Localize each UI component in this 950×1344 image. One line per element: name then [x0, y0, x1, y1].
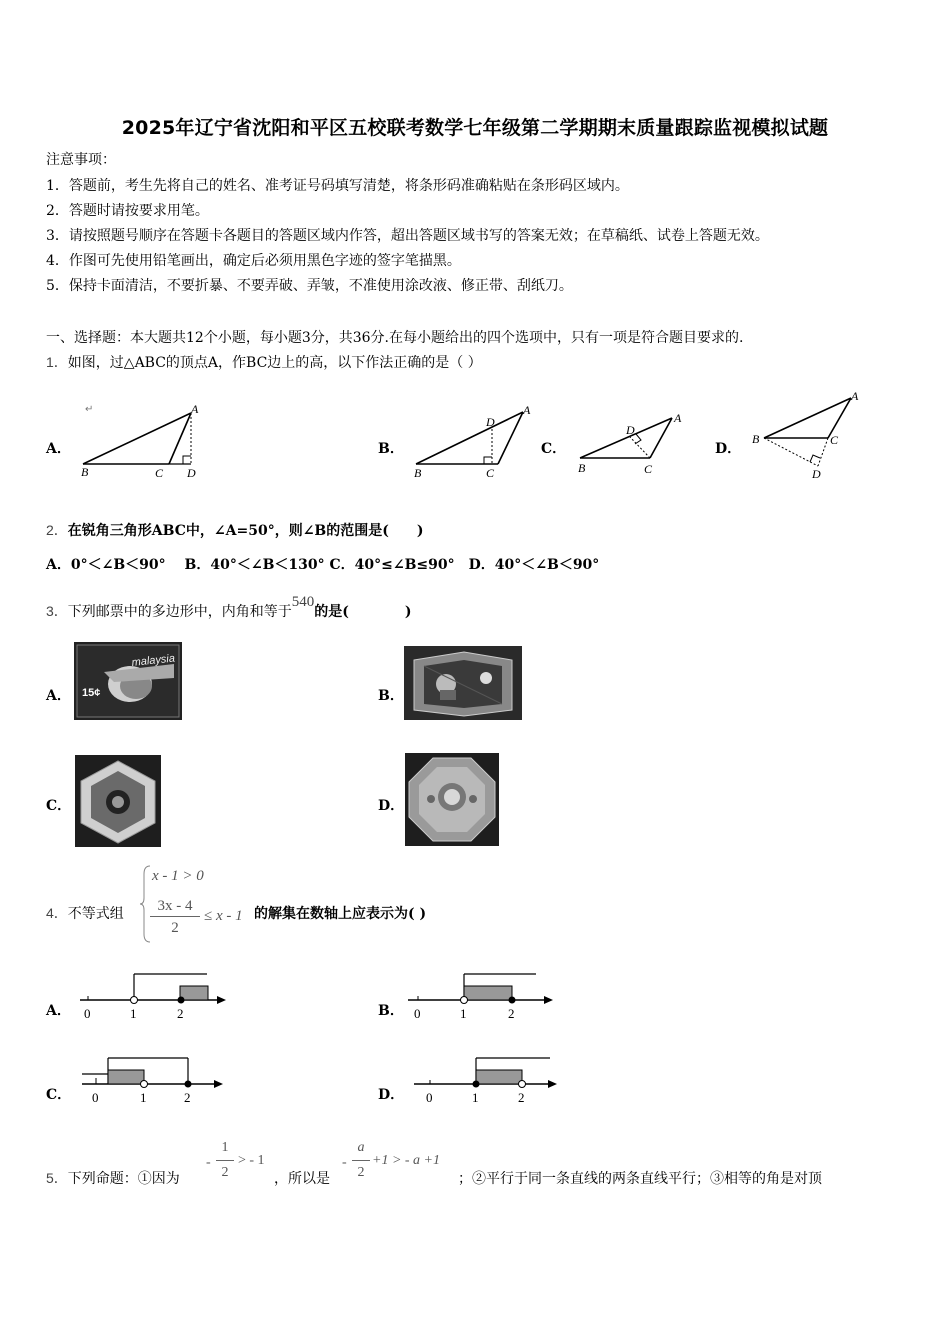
stamp-b-image [404, 646, 522, 720]
question-number: 1． [46, 354, 68, 370]
question-text: 在锐角三角形ABC中，∠A=50°，则∠B的范围是( ) [67, 523, 424, 539]
option-d-label: D． [378, 798, 405, 814]
question-text: ，所以是 [274, 1171, 330, 1187]
option-a-label: A． [46, 1003, 71, 1019]
note-item: 2．答题时请按要求用笔。 [46, 203, 209, 219]
option-b-label: B． [378, 688, 404, 704]
option-c-label: C． [541, 441, 567, 457]
stamp-c-image [75, 755, 161, 847]
figure-q1-a [75, 398, 215, 483]
tick-label-2: 2 [177, 1006, 184, 1021]
inequality-2-numerator: 3x - 4 [157, 898, 193, 914]
note-item: 4．作图可先使用铅笔画出，确定后必须用黑色字迹的签字笔描黑。 [46, 253, 461, 269]
tick-label-1: 1 [140, 1090, 147, 1105]
vertex-b: B [81, 465, 89, 479]
option-b-label: B． [378, 441, 404, 457]
question-4 [46, 903, 124, 923]
vertex-d: D [486, 415, 495, 429]
option-a-label: A． [46, 688, 71, 704]
math-minus: - [342, 1155, 347, 1170]
figure-q1-b [408, 402, 538, 482]
svg-text:↵: ↵ [85, 404, 94, 415]
inequality-2-denominator: 2 [171, 920, 179, 936]
vertex-d: D [187, 466, 196, 480]
vertex-b: B [414, 466, 422, 480]
vertex-a: A [191, 402, 199, 416]
stamp-d-image [405, 753, 499, 846]
option-c-label: C． [46, 1087, 72, 1103]
page-title: 2025年辽宁省沈阳和平区五校联考数学七年级第二学期期末质量跟踪监视模拟试题 [121, 117, 829, 139]
question-text: 不等式组 [67, 906, 124, 922]
note-item: 5．保持卡面清洁，不要折暴、不要弄破、弄皱，不准使用涂改液、修正带、刮纸刀。 [46, 278, 573, 294]
figure-q1-d [746, 388, 876, 483]
note-item: 1．答题前，考生先将自己的姓名、准考证号码填写清楚，将条形码准确粘贴在条形码区域内。 [46, 178, 629, 194]
number-line-a [74, 968, 244, 1028]
math-expression: +1 > - a +1 [372, 1153, 441, 1168]
tick-label-0: 0 [426, 1090, 433, 1105]
question-1 [46, 352, 482, 372]
question-number: 4． [46, 905, 68, 921]
tick-label-2: 2 [184, 1090, 191, 1105]
question-text-end: 的解集在数轴上应表示为( ) [254, 906, 427, 922]
notes-heading: 注意事项： [46, 152, 116, 168]
vertex-b: B [578, 461, 586, 475]
vertex-c: C [830, 433, 839, 447]
question-text: 如图，过△ABC的顶点A，作BC边上的高，以下作法正确的是（ ） [67, 355, 482, 371]
number-line-d [410, 1052, 560, 1112]
inequality-2-rhs: ≤ x - 1 [204, 908, 243, 924]
section-heading: 一、选择题：本大题共12个小题，每小题3分，共36分.在每小题给出的四个选项中，只有一项是符合题目要求的. [46, 330, 744, 346]
option-a-label: A． [46, 441, 71, 457]
option-c-label: C． [46, 798, 72, 814]
option-b-label: B． [378, 1003, 404, 1019]
tick-label-0: 0 [414, 1006, 421, 1021]
question-number: 5． [46, 1170, 68, 1186]
tick-label-0: 0 [84, 1006, 91, 1021]
math-minus: - [206, 1155, 211, 1170]
fraction-denominator: 2 [221, 1165, 229, 1180]
question-5 [46, 1168, 180, 1188]
vertex-d: D [626, 423, 635, 437]
number-line-c [78, 1052, 228, 1112]
question-2-options: A．0°＜∠B＜90° B．40°＜∠B＜130° C．40°≤∠B≤90° D．40°＜∠B＜90° [46, 557, 600, 573]
fraction-bar [352, 1160, 370, 1161]
fraction-bar [150, 916, 200, 917]
tick-label-2: 2 [508, 1006, 515, 1021]
note-item: 3．请按照题号顺序在答题卡各题目的答题区域内作答，超出答题区域书写的答案无效；在草稿纸、试卷上答题无效。 [46, 228, 769, 244]
tick-label-1: 1 [472, 1090, 479, 1105]
tick-label-2: 2 [518, 1090, 525, 1105]
question-text: 下列邮票中的多边形中，内角和等于 [67, 604, 292, 620]
question-2 [46, 520, 424, 540]
tick-label-1: 1 [460, 1006, 467, 1021]
vertex-b: B [752, 432, 760, 446]
vertex-a: A [523, 403, 531, 417]
question-text-end: 的是( ) [314, 604, 412, 620]
figure-q1-c [572, 406, 692, 481]
fraction-denominator: 2 [357, 1165, 365, 1180]
vertex-c: C [155, 466, 164, 480]
question-text: ；②平行于同一条直线的两条直线平行；③相等的角是对顶 [458, 1171, 822, 1187]
fraction-numerator: 1 [221, 1140, 229, 1155]
tick-label-1: 1 [130, 1006, 137, 1021]
math-expression: > - 1 [238, 1153, 265, 1168]
vertex-d: D [812, 467, 821, 481]
tick-label-0: 0 [92, 1090, 99, 1105]
option-d-label: D． [715, 441, 742, 457]
fraction-bar [216, 1160, 234, 1161]
fraction-numerator: a [357, 1140, 365, 1155]
number-line-b [404, 968, 554, 1028]
stamp-value: 15¢ [82, 687, 101, 699]
inequality-1: x - 1 > 0 [152, 868, 204, 884]
question-number: 3． [46, 603, 68, 619]
question-3 [46, 594, 412, 621]
stamp-a-image [74, 642, 182, 720]
stamp-country: malaysia [131, 652, 176, 669]
option-d-label: D． [378, 1087, 405, 1103]
question-number: 2． [46, 522, 68, 538]
vertex-a: A [851, 389, 859, 403]
vertex-c: C [486, 466, 495, 480]
question-text: 下列命题：①因为 [67, 1171, 180, 1187]
vertex-a: A [674, 411, 682, 425]
vertex-c: C [644, 462, 653, 476]
angle-sum-value: 540 [291, 594, 315, 610]
